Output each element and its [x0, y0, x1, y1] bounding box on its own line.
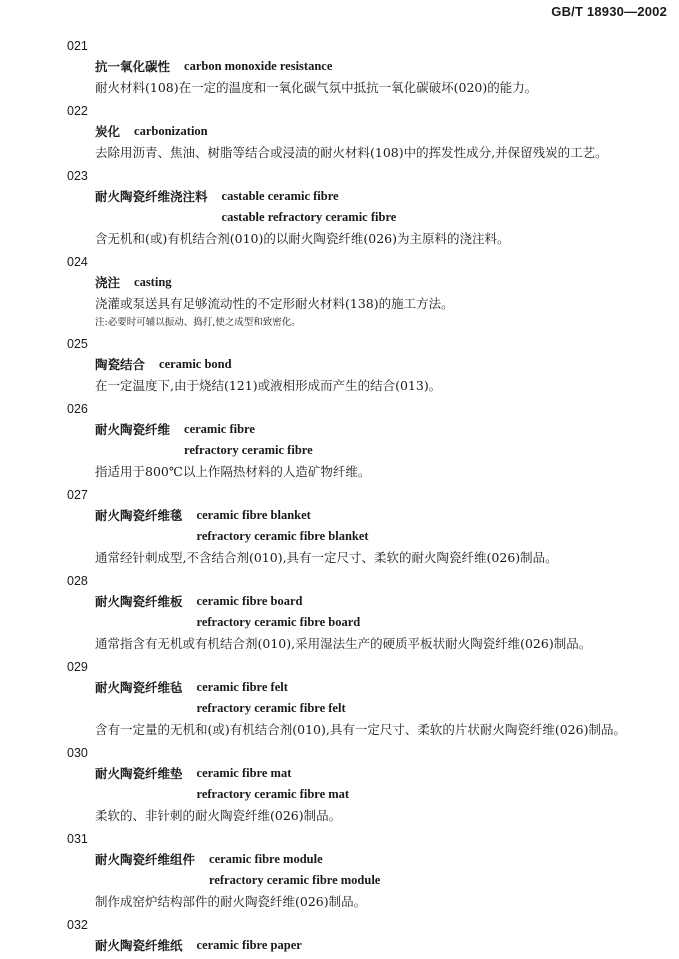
- entry-number: 026: [67, 402, 88, 416]
- term-definition: 去除用沥青、焦油、树脂等结合或浸渍的耐火材料(108)中的挥发性成分,并保留残炭的工艺。: [95, 145, 608, 160]
- term-heading: [95, 121, 668, 142]
- term-english: castable ceramic fibre: [221, 189, 339, 203]
- entry-number: 025: [67, 337, 88, 351]
- term-entry: [68, 657, 668, 740]
- term-english: refractory ceramic fibre blanket: [196, 529, 369, 543]
- entry-number: 029: [67, 660, 88, 674]
- term-entry: [68, 252, 668, 331]
- term-heading: [95, 935, 668, 956]
- term-english: ceramic fibre mat: [196, 766, 292, 780]
- term-english: ceramic fibre: [184, 422, 255, 436]
- term-entry: [68, 571, 668, 654]
- terms-list: [68, 36, 668, 959]
- term-definition: 在一定温度下,由于烧结(121)或液相形成而产生的结合(013)。: [95, 378, 442, 393]
- term-english: refractory ceramic fibre: [184, 443, 313, 457]
- term-entry: [68, 36, 668, 98]
- entry-number: 027: [67, 488, 88, 502]
- term-heading: [95, 186, 668, 228]
- term-entry: [68, 101, 668, 163]
- term-heading: [95, 56, 668, 77]
- entry-number: 022: [67, 104, 88, 118]
- term-heading: [95, 763, 668, 805]
- term-entry: [68, 485, 668, 568]
- term-english: ceramic fibre paper: [196, 938, 302, 952]
- term-english-group: [134, 121, 208, 142]
- term-chinese: 耐火陶瓷纤维板: [95, 594, 183, 609]
- term-english: castable refractory ceramic fibre: [221, 210, 397, 224]
- term-entry: [68, 743, 668, 826]
- term-english: refractory ceramic fibre mat: [196, 787, 350, 801]
- term-chinese: 耐火陶瓷纤维纸: [95, 938, 183, 953]
- term-entry: [68, 829, 668, 912]
- term-entry: [68, 915, 668, 956]
- term-heading: [95, 419, 668, 461]
- term-chinese: 耐火陶瓷纤维组件: [95, 852, 196, 867]
- term-definition: 通常经针刺成型,不含结合剂(010),具有一定尺寸、柔软的耐火陶瓷纤维(026)制品。: [95, 550, 558, 565]
- entry-number: 028: [67, 574, 88, 588]
- term-heading: [95, 677, 668, 719]
- term-english-group: [159, 354, 232, 375]
- term-english-group: [209, 849, 380, 891]
- term-english-group: [197, 505, 369, 547]
- term-definition: 通常指含有无机或有机结合剂(010),采用湿法生产的硬质平板状耐火陶瓷纤维(026)制品。: [95, 636, 592, 651]
- term-chinese: 耐火陶瓷纤维: [95, 422, 171, 437]
- term-chinese: 浇注: [95, 275, 121, 290]
- term-entry: [68, 399, 668, 482]
- term-english: casting: [134, 275, 172, 289]
- term-english: ceramic fibre board: [196, 594, 303, 608]
- term-english: ceramic bond: [159, 357, 232, 371]
- standard-code: GB/T 18930—2002: [551, 4, 667, 19]
- term-heading: [95, 849, 668, 891]
- term-entry: [68, 166, 668, 249]
- term-definition: 制作成窑炉结构部件的耐火陶瓷纤维(026)制品。: [95, 894, 367, 909]
- term-english-group: [222, 186, 397, 228]
- term-english-group: [197, 591, 361, 633]
- term-chinese: 耐火陶瓷纤维毯: [95, 508, 183, 523]
- entry-number: 031: [67, 832, 88, 846]
- term-english: carbonization: [134, 124, 208, 138]
- term-chinese: 陶瓷结合: [95, 357, 146, 372]
- term-english: ceramic fibre module: [209, 852, 323, 866]
- term-english-group: [197, 677, 346, 719]
- term-definition: 指适用于800℃以上作隔热材料的人造矿物纤维。: [95, 464, 371, 479]
- term-english: refractory ceramic fibre board: [196, 615, 361, 629]
- term-definition: 柔软的、非针刺的耐火陶瓷纤维(026)制品。: [95, 808, 342, 823]
- term-heading: [95, 591, 668, 633]
- term-chinese: 耐火陶瓷纤维浇注料: [95, 189, 208, 204]
- term-entry: [68, 334, 668, 396]
- term-chinese: 耐火陶瓷纤维毡: [95, 680, 183, 695]
- term-note: 注:必要时可辅以振动、捣打,使之成型和致密化。: [95, 317, 301, 328]
- entry-number: 032: [67, 918, 88, 932]
- term-english-group: [197, 763, 350, 805]
- entry-number: 023: [67, 169, 88, 183]
- term-chinese: 抗一氧化碳性: [95, 59, 171, 74]
- term-heading: [95, 272, 668, 293]
- term-english-group: [134, 272, 172, 293]
- term-english-group: [197, 935, 302, 956]
- term-english-group: [184, 56, 332, 77]
- term-definition: 含有一定量的无机和(或)有机结合剂(010),具有一定尺寸、柔软的片状耐火陶瓷纤维(026)制品。: [95, 722, 626, 737]
- term-english: carbon monoxide resistance: [184, 59, 333, 73]
- term-english: refractory ceramic fibre felt: [196, 701, 346, 715]
- term-definition: 耐火材料(108)在一定的温度和一氧化碳气氛中抵抗一氧化碳破坏(020)的能力。: [95, 80, 538, 95]
- entry-number: 021: [67, 39, 88, 53]
- term-heading: [95, 354, 668, 375]
- entry-number: 030: [67, 746, 88, 760]
- entry-number: 024: [67, 255, 88, 269]
- term-english-group: [184, 419, 313, 461]
- term-definition: 含无机和(或)有机结合剂(010)的以耐火陶瓷纤维(026)为主原料的浇注料。: [95, 231, 510, 246]
- term-heading: [95, 505, 668, 547]
- term-chinese: 耐火陶瓷纤维垫: [95, 766, 183, 781]
- term-english: ceramic fibre felt: [196, 680, 288, 694]
- term-english: refractory ceramic fibre module: [209, 873, 381, 887]
- term-definition: 浇灌或泵送具有足够流动性的不定形耐火材料(138)的施工方法。: [95, 296, 454, 311]
- term-chinese: 炭化: [95, 124, 121, 139]
- term-english: ceramic fibre blanket: [196, 508, 311, 522]
